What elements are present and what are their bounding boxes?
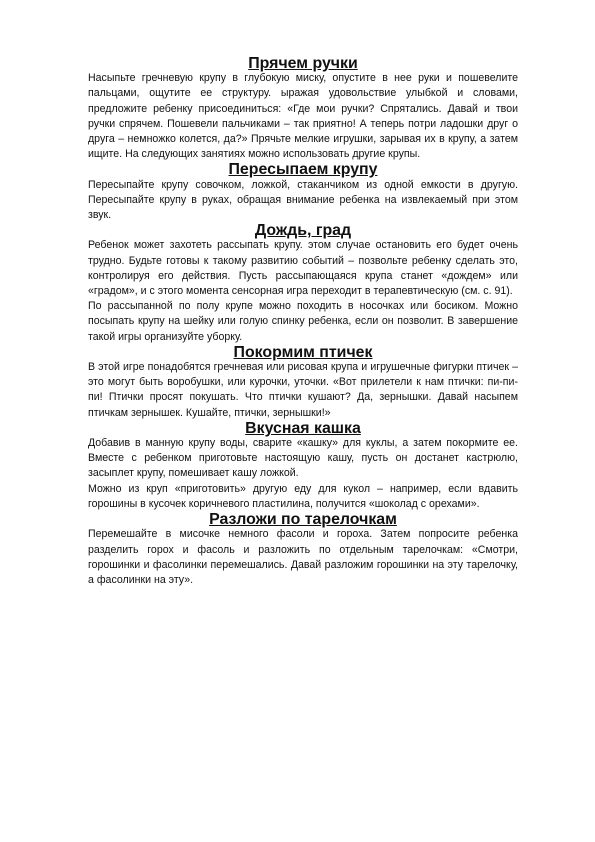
- section-paragraph: Ребенок может захотеть рассыпать крупу. этом случае остановить его будет очень трудно. Будьте готовы к такому развитию событий – позвольте ребенку сделать это, контролируя его действия. Пусть рассыпающаяся крупа станет «дождем» или «градом», и с этого момента сенсорная игра переходит в терапевтическую (см. с. 91).: [88, 239, 518, 298]
- section-paragraph: В этой игре понадобятся гречневая или рисовая крупа и игрушечные фигурки птичек – это могут быть воробушки, или курочки, уточки. «Вот прилетели к нам птички: пи-пи-пи! Птички просят покушать. Что птички кушают? Да, зернышки. Давай насыпем птичкам зернышек. Кушайте, птички, зернышки!»: [88, 361, 518, 419]
- section-tasty-porridge: [88, 421, 518, 512]
- section-feed-birds: [88, 345, 518, 421]
- section-title: Покормим птичек: [233, 343, 373, 361]
- section-rain-hail: [88, 223, 518, 345]
- section-sort-plates: [88, 512, 518, 588]
- section-title: Дождь, град: [254, 222, 352, 240]
- section-title: Пересыпаем крупу: [228, 161, 378, 179]
- section-paragraph: По рассыпанной по полу крупе можно походить в носочках или босиком. Можно посыпать крупу на шейку или голую спинку ребенка, если он позволит. В завершение такой игры организуйте уборку.: [88, 300, 518, 343]
- section-pour-grain: [88, 162, 518, 223]
- section-title: Вкусная кашка: [245, 419, 361, 437]
- section-title: Прячем ручки: [248, 55, 358, 72]
- section-paragraph: Пересыпайте крупу совочком, ложкой, стаканчиком из одной емкости в другую. Пересыпайте крупу в руках, обращая внимание ребенка на извлекаемый при этом звук.: [88, 178, 518, 222]
- section-paragraph: Насыпьте гречневую крупу в глубокую миску, опустите в нее руки и пошевелите пальцами, ощутите ее структуру. ыражая удовольствие улыбкой и словами, предложите ребенку присоединиться: «Где мои ручки? Спрятались. Давай и твои ручки спрячем. Пошевели пальчиками – так приятно! А теперь потри ладошки друг о друга – немножко колется, да?» Прячьте мелкие игрушки, зарывая их в крупу, а затем ищите. На следующих занятиях можно использовать другие крупы.: [88, 72, 518, 161]
- section-paragraph: Перемешайте в мисочке немного фасоли и гороха. Затем попросите ребенка разделить горох и фасоль и разложить по отдельным тарелочкам: «Смотри, горошинки и фасолинки перемешались. Давай разложим горошинки на эту тарелочку, а фасолинки на эту».: [88, 528, 518, 586]
- section-paragraph: Можно из круп «приготовить» другую еду для кукол – например, если вдавить горошины в кусочек коричневого пластилина, получится «шоколад с орехами».: [88, 482, 518, 510]
- section-hide-hands: [88, 56, 518, 162]
- document-page: [88, 56, 518, 588]
- section-title: Разложи по тарелочкам: [209, 511, 397, 529]
- section-paragraph: Добавив в манную крупу воды, сварите «кашку» для куклы, а затем покормите ее. Вместе с ребенком приготовьте настоящую кашу, пусть он достанет кастрюлю, засыплет крупу, помешивает кашу ложкой.: [88, 437, 518, 480]
